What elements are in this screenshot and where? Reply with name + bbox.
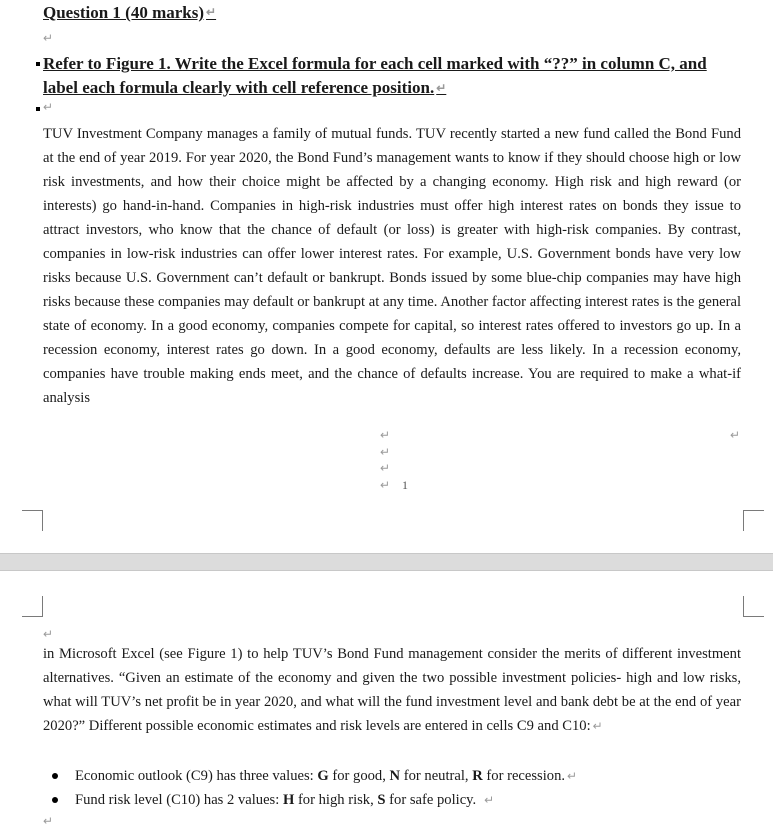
paragraph-mark-icon: ↵ xyxy=(380,461,391,475)
list-item-text: Economic outlook (C9) has three values: G for good, N for neutral, R for recession. xyxy=(75,768,566,784)
paragraph-mark-icon: ↵ xyxy=(567,769,578,783)
paragraph-mark-icon: ↵ xyxy=(436,81,447,95)
page-number: 1 xyxy=(402,478,408,492)
page-corner-mark-icon xyxy=(743,596,764,617)
paragraph-mark-icon: ↵ xyxy=(43,814,54,828)
question-title-text: Question 1 (40 marks) xyxy=(43,3,205,22)
paragraph-mark-icon: ↵ xyxy=(380,478,391,492)
question-instruction[interactable] xyxy=(43,52,743,101)
list-item[interactable] xyxy=(57,764,578,788)
paragraph-mark-icon: ↵ xyxy=(206,5,217,19)
paragraph-mark-icon: ↵ xyxy=(484,793,495,807)
bullet-icon xyxy=(52,797,58,803)
body-paragraph-2-text: in Microsoft Excel (see Figure 1) to help TUV’s Bond Fund management consider the merits of different investment alternatives. “Given an estimate of the economy and given the two possible investment policies- high and low risks, what will TUV’s net profit be in year 2020, and what will the fund investment level and bank debt be at the end of year 2020?” Different possible economic estimates and risk levels are entered in cells C9 and C10: xyxy=(43,646,741,734)
list-item[interactable] xyxy=(57,788,495,812)
list-marker-icon xyxy=(36,62,40,66)
body-paragraph-1[interactable]: TUV Investment Company manages a family of mutual funds. TUV recently started a new fund called the Bond Fund at the end of year 2019. For year 2020, the Bond Fund’s management wants to know if they should choose high or low risk investments, and how their choice might be affected by a changing economy. High risk and high reward (or interests) go hand-in-hand. Companies in high-risk industries must offer high interest rates on bonds they issue to attract investors, who know that the chance of default (or loss) is greater with high-risk companies. By contrast, companies in low-risk industries can offer lower interest rates. For example, U.S. Government bonds have very low risks because U.S. Government can’t default or bankrupt. Bonds issued by some blue-chip companies may have high risks because these companies may default or bankrupt at any time. Another factor affecting interest rates is the general state of economy. In a good economy, companies compete for capital, so interest rates offered to investors go up. In a recession economy, interest rates go down. In a good economy, defaults are less likely. In a recession economy, companies have trouble making ends meet, and the chance of defaults increase. You are required to make a what-if analysis xyxy=(43,126,741,406)
page-break-gap xyxy=(0,553,773,571)
list-marker-icon xyxy=(36,107,40,111)
paragraph-mark-icon: ↵ xyxy=(380,428,391,442)
paragraph-mark-icon: ↵ xyxy=(592,719,603,733)
list-item-text: Fund risk level (C10) has 2 values: H for high risk, S for safe policy. xyxy=(75,792,477,808)
paragraph-mark-icon: ↵ xyxy=(380,445,391,459)
paragraph-mark-icon: ↵ xyxy=(730,428,741,442)
question-title[interactable] xyxy=(43,3,217,23)
paragraph-mark-icon: ↵ xyxy=(43,627,54,641)
instruction-text: Refer to Figure 1. Write the Excel formula for each cell marked with “??” in column C, and label each formula clearly with cell reference position. xyxy=(43,54,707,97)
page-corner-mark-icon xyxy=(743,510,764,531)
paragraph-mark-icon: ↵ xyxy=(43,100,54,114)
bullet-icon xyxy=(52,773,58,779)
page-corner-mark-icon xyxy=(22,596,43,617)
paragraph-mark-icon: ↵ xyxy=(43,31,54,45)
page-corner-mark-icon xyxy=(22,510,43,531)
body-paragraph-2[interactable] xyxy=(43,642,741,738)
